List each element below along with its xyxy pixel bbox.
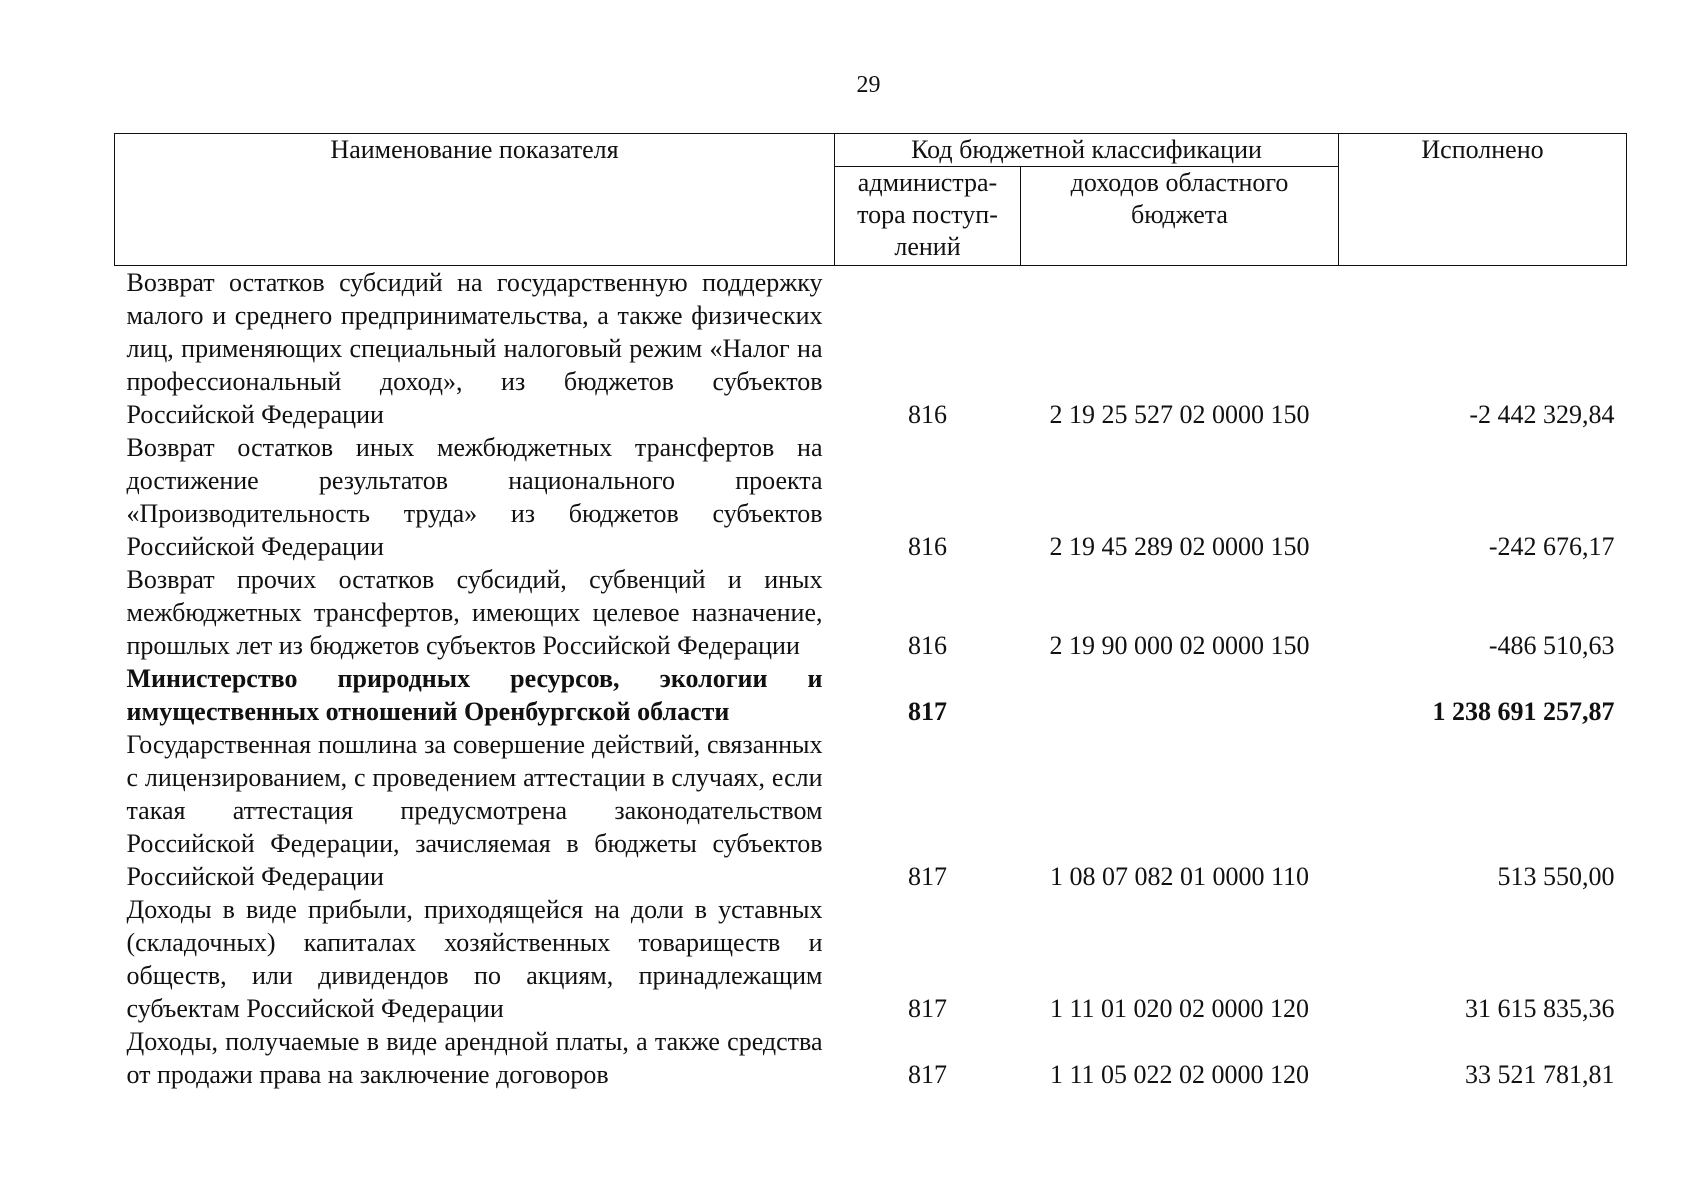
row-admin-code: 816 bbox=[908, 400, 947, 429]
row-amount: 513 550,00 bbox=[1497, 862, 1615, 891]
row-admin-code: 817 bbox=[908, 994, 947, 1023]
table-row bbox=[115, 266, 1627, 432]
table-row bbox=[115, 1025, 1627, 1091]
row-amount: 1 238 691 257,87 bbox=[1432, 697, 1615, 726]
row-name: Государственная пошлина за совершение действий, связанных с лицензированием, с проведением аттестации в случаях, если такая аттестация предусмотрена законодательством Российской Федерации, зачисляемая в бюджеты субъектов Российской Федерации bbox=[126, 730, 823, 891]
header-administrator: администра-тора поступ-лений bbox=[835, 167, 1021, 266]
row-admin-code: 817 bbox=[908, 862, 947, 891]
row-income-code bbox=[1021, 662, 1339, 728]
row-name: Возврат прочих остатков субсидий, субвенций и иных межбюджетных трансфертов, имеющих целевое назначение, прошлых лет из бюджетов субъектов Российской Федерации bbox=[126, 565, 823, 660]
page-number: 29 bbox=[856, 72, 881, 98]
row-income-code: 2 19 90 000 02 0000 150 bbox=[1049, 631, 1310, 660]
row-income-code: 1 11 05 022 02 0000 120 bbox=[1049, 1060, 1310, 1089]
row-admin-code: 816 bbox=[908, 532, 947, 561]
row-name: Доходы, получаемые в виде арендной платы, а также средства от продажи права на заключение договоров bbox=[126, 1027, 823, 1089]
row-admin-code: 817 bbox=[908, 697, 947, 726]
header-indicator-name: Наименование показателя bbox=[115, 134, 835, 266]
header-classification-code: Код бюджетной классификации bbox=[835, 134, 1339, 167]
table-header bbox=[115, 134, 1627, 266]
row-amount: -486 510,63 bbox=[1488, 631, 1615, 660]
table-row bbox=[115, 563, 1627, 662]
row-name: Доходы в виде прибыли, приходящейся на доли в уставных (складочных) капиталах хозяйственных товариществ и обществ, или дивидендов по акциям, принадлежащим субъектам Российской Федерации bbox=[126, 895, 823, 1023]
table-row-section-heading bbox=[115, 662, 1627, 728]
row-amount: -2 442 329,84 bbox=[1469, 400, 1615, 429]
row-name: Возврат остатков иных межбюджетных трансфертов на достижение результатов национального проекта «Производительность труда» из бюджетов субъектов Российской Федерации bbox=[126, 433, 823, 561]
header-income-code: доходов областного бюджета bbox=[1021, 167, 1339, 266]
row-amount: 33 521 781,81 bbox=[1465, 1060, 1615, 1089]
row-name: Возврат остатков субсидий на государственную поддержку малого и среднего предпринимательства, а также физических лиц, применяющих специальный налоговый режим «Налог на профессиональный доход», из бюджетов субъектов Российской Федерации bbox=[126, 268, 823, 429]
row-admin-code: 817 bbox=[908, 1060, 947, 1089]
row-amount: 31 615 835,36 bbox=[1465, 994, 1615, 1023]
row-income-code: 1 11 01 020 02 0000 120 bbox=[1049, 994, 1310, 1023]
table-row bbox=[115, 728, 1627, 893]
row-income-code: 2 19 45 289 02 0000 150 bbox=[1049, 532, 1310, 561]
row-amount: -242 676,17 bbox=[1488, 532, 1615, 561]
row-income-code: 1 08 07 082 01 0000 110 bbox=[1049, 862, 1310, 891]
table-row bbox=[115, 431, 1627, 563]
row-income-code: 2 19 25 527 02 0000 150 bbox=[1049, 400, 1310, 429]
header-executed: Исполнено bbox=[1339, 134, 1627, 266]
row-name: Министерство природных ресурсов, экологии и имущественных отношений Оренбургской области bbox=[126, 664, 823, 726]
row-admin-code: 816 bbox=[908, 631, 947, 660]
budget-income-table bbox=[114, 133, 1627, 1091]
table-row bbox=[115, 893, 1627, 1025]
